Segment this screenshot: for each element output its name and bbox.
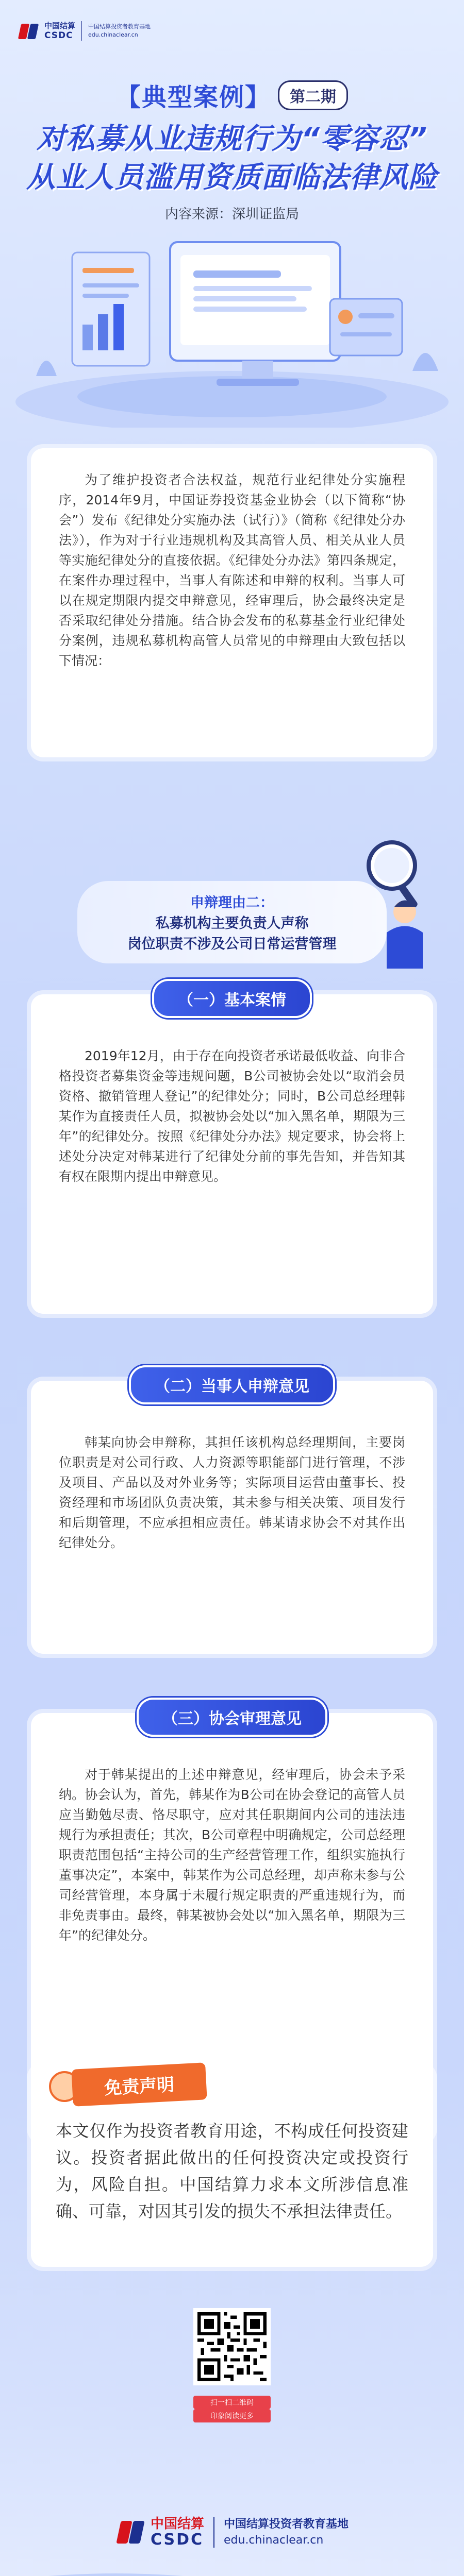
logo-cn: 中国结算 bbox=[44, 21, 76, 30]
base-url: edu.chinaclear.cn bbox=[88, 31, 138, 38]
qr-caption-2: 印象阅读更多 bbox=[193, 2409, 271, 2422]
qr-code-icon bbox=[197, 2312, 267, 2381]
base-name: 中国结算投资者教育基地 bbox=[88, 23, 151, 30]
reason-line-2: 岗位职责不涉及公司日常运营管理 bbox=[127, 936, 337, 952]
footer-divider bbox=[213, 2517, 214, 2548]
intro-card bbox=[31, 448, 433, 757]
qr-code[interactable] bbox=[193, 2308, 271, 2385]
footer-logo bbox=[0, 2504, 464, 2561]
footer-logo-en: CSDC bbox=[150, 2531, 204, 2549]
section-1-title: （一）基本案情 bbox=[152, 979, 312, 1018]
issue-badge: 第二期 bbox=[278, 80, 348, 110]
footer-base-url: edu.chinaclear.cn bbox=[224, 2534, 324, 2547]
magnifier-person-icon bbox=[356, 835, 438, 969]
case-tag: 【典型案例】 bbox=[115, 83, 271, 112]
section-2-text: 韩某向协会申辩称，其担任该机构总经理期间，主要岗位职责是对公司行政、人力资源等职能部门进行管理，不涉及项目、产品以及对外业务等；实际项目运营由董事长、投资经理和市场团队负责决策，其未参与相关决策、项目发行和后期管理，不应承担相应责任。韩某请求协会不对其作出纪律处分。 bbox=[59, 1435, 405, 1550]
intro-text: 为了维护投资者合法权益，规范行业纪律处分实施程序，2014年9月，中国证券投资基金业协会（以下简称“协会”）发布《纪律处分实施办法（试行）》（简称《纪律处分办法》），作为对于行业违规机构及其高管人员、相关从业人员等实施纪律处分的直接依据。《纪律处分办法》第四条规定，在案件办理过程中，当事人有陈述和申辩的权利。当事人可以在规定期限内提交申辩意见，经审理后，协会最终决定是否采取纪律处分措施。结合协会发布的私募基金行业纪律处分案例，违规私募机构高管人员常见的申辩理由大致包括以下情况： bbox=[59, 472, 405, 668]
header-logo bbox=[18, 15, 151, 46]
reason-line-1: 私募机构主要负责人声称 bbox=[155, 916, 309, 931]
hero-tag-row bbox=[0, 77, 464, 113]
logo-divider bbox=[81, 21, 82, 41]
reason-label: 申辩理由二： bbox=[190, 895, 274, 911]
qr-caption-1: 扫一扫二维码 bbox=[193, 2396, 271, 2409]
hero-illustration bbox=[0, 232, 464, 428]
bottom-wave bbox=[0, 2566, 464, 2576]
content-source: 内容来源：深圳证监局 bbox=[164, 207, 299, 222]
section-1-text: 2019年12月，由于存在向投资者承诺最低收益、向非合格投资者募集资金等违规问题，B公司被协会处以“取消会员资格、撤销管理人登记”的纪律处分；同时，B公司总经理韩某作为直接责任人员，拟被协会处以“加入黑名单，期限为三年”的纪律处分。按照《纪律处分办法》规定要求，协会将上述处分决定对韩某进行了纪律处分前的事先告知，并告知其有权在限期内提出申辩意见。 bbox=[59, 1048, 405, 1184]
disclaimer-badge: 免责声明 bbox=[71, 2062, 207, 2107]
section-3-text: 对于韩某提出的上述申辩意见，经审理后，协会未予采纳。协会认为，首先，韩某作为B公司在协会登记的高管人员应当勤勉尽责、恪尽职守，应对其任职期间内公司的违法违规行为承担责任；其次，B公司章程中明确规定，公司总经理职责范围包括“主持公司的生产经营管理工作，组织实施执行董事决定”，本案中，韩某作为公司总经理，却声称未参与公司经营管理，本身属于未履行规定职责的严重违规行为，而非免责事由。最终，韩某被协会处以“加入黑名单，期限为三年”的纪律处分。 bbox=[59, 1767, 405, 1943]
title-line-1: 对私募从业违规行为“零容忍” bbox=[36, 122, 428, 156]
disclaimer-text: 本文仅作为投资者教育用途，不构成任何投资建议。投资者据此做出的任何投资决定或投资行为，风险自担。中国结算力求本文所涉信息准确、可靠，对因其引发的损失不承担法律责任。 bbox=[56, 2121, 408, 2221]
csdc-logo-icon bbox=[18, 21, 41, 41]
title-line-2: 从业人员滥用资质面临法律风险 bbox=[26, 161, 438, 194]
section-basic-case bbox=[31, 994, 433, 1314]
section-2-title: （二）当事人申辩意见 bbox=[129, 1365, 335, 1404]
footer-logo-cn: 中国结算 bbox=[150, 2516, 204, 2532]
footer-csdc-logo-icon bbox=[115, 2518, 146, 2547]
section-defense bbox=[31, 1381, 433, 1654]
logo-en: CSDC bbox=[44, 30, 73, 41]
footer-base-name: 中国结算投资者教育基地 bbox=[224, 2518, 349, 2531]
section-3-title: （三）协会审理意见 bbox=[137, 1698, 327, 1737]
reason-banner bbox=[77, 881, 387, 963]
